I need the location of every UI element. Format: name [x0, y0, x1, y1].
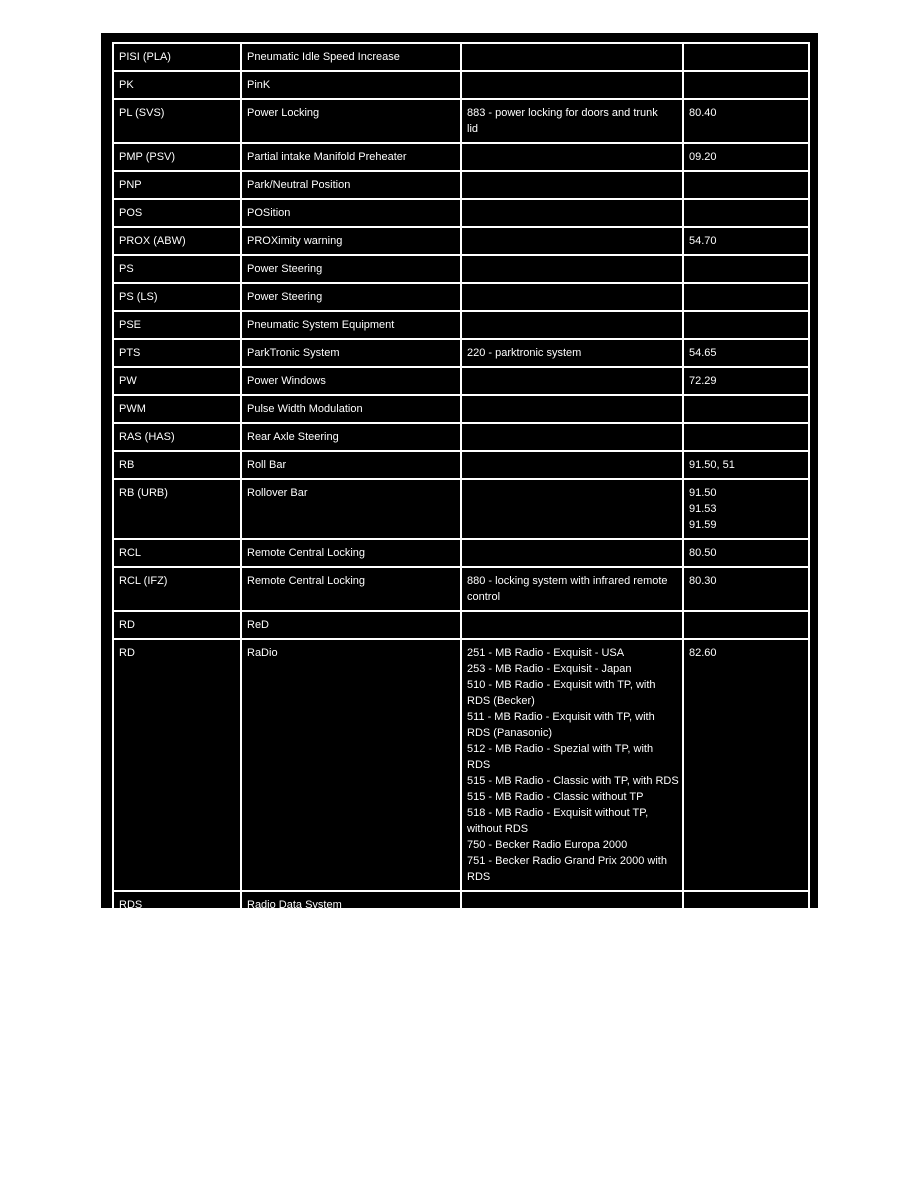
code-line: RDS (Becker)	[467, 695, 535, 707]
table-row	[113, 639, 809, 891]
reference-cell	[683, 311, 809, 339]
abbreviations-table	[112, 42, 810, 920]
table-row	[113, 311, 809, 339]
meaning-cell: PinK	[241, 71, 461, 99]
table-row	[113, 451, 809, 479]
meaning-cell: Roll Bar	[241, 451, 461, 479]
abbreviation-cell: PISI (PLA)	[113, 43, 241, 71]
reference-cell	[683, 199, 809, 227]
table-row	[113, 199, 809, 227]
table-row	[113, 611, 809, 639]
abbreviation-cell: PWM	[113, 395, 241, 423]
reference-cell	[683, 451, 809, 479]
table-row	[113, 339, 809, 367]
code-line: 515 - MB Radio - Classic without TP	[467, 791, 644, 803]
abbreviation-cell: RCL (IFZ)	[113, 567, 241, 611]
reference-line: 91.59	[689, 519, 717, 531]
code-cell	[461, 171, 683, 199]
abbreviation-cell: PS	[113, 255, 241, 283]
table-row	[113, 283, 809, 311]
code-line: RDS	[467, 871, 491, 883]
code-line: 251 - MB Radio - Exquisit - USA	[467, 647, 625, 659]
code-line: 512 - MB Radio - Spezial with TP, with	[467, 743, 654, 755]
reference-line: 91.53	[689, 503, 717, 515]
code-cell	[461, 143, 683, 171]
reference-cell	[683, 99, 809, 143]
code-line: 510 - MB Radio - Exquisit with TP, with	[467, 679, 656, 691]
reference-line: 82.60	[689, 647, 717, 659]
code-line: 511 - MB Radio - Exquisit with TP, with	[467, 711, 655, 723]
abbreviation-cell: RD	[113, 639, 241, 891]
table-row	[113, 395, 809, 423]
abbreviation-cell: RB (URB)	[113, 479, 241, 539]
meaning-cell: Pneumatic Idle Speed Increase	[241, 43, 461, 71]
reference-cell	[683, 639, 809, 891]
abbreviation-cell: RD	[113, 611, 241, 639]
table-row	[113, 171, 809, 199]
meaning-cell: Park/Neutral Position	[241, 171, 461, 199]
reference-cell	[683, 423, 809, 451]
table-row	[113, 227, 809, 255]
code-cell	[461, 71, 683, 99]
code-cell	[461, 395, 683, 423]
code-cell	[461, 479, 683, 539]
code-cell	[461, 199, 683, 227]
table-row	[113, 143, 809, 171]
table-row	[113, 255, 809, 283]
abbreviation-cell: PSE	[113, 311, 241, 339]
reference-cell	[683, 143, 809, 171]
code-line: 750 - Becker Radio Europa 2000	[467, 839, 628, 851]
code-line: 751 - Becker Radio Grand Prix 2000 with	[467, 855, 667, 867]
table-row	[113, 99, 809, 143]
abbreviation-cell: PROX (ABW)	[113, 227, 241, 255]
reference-line: 54.65	[689, 347, 717, 359]
meaning-cell: Rollover Bar	[241, 479, 461, 539]
code-cell	[461, 639, 683, 891]
table-row	[113, 71, 809, 99]
code-line: 518 - MB Radio - Exquisit without TP,	[467, 807, 649, 819]
code-line: without RDS	[467, 823, 529, 835]
code-cell	[461, 539, 683, 567]
meaning-cell: ReD	[241, 611, 461, 639]
reference-cell	[683, 43, 809, 71]
code-line: RDS	[467, 759, 491, 771]
code-line: 220 - parktronic system	[467, 347, 582, 359]
reference-cell	[683, 891, 809, 919]
code-cell	[461, 311, 683, 339]
meaning-cell: RaDio	[241, 639, 461, 891]
table-row	[113, 367, 809, 395]
code-cell	[461, 567, 683, 611]
reference-cell	[683, 367, 809, 395]
table-row	[113, 539, 809, 567]
meaning-cell: Power Steering	[241, 255, 461, 283]
abbreviation-cell: PK	[113, 71, 241, 99]
code-line: RDS (Panasonic)	[467, 727, 552, 739]
meaning-cell: Pulse Width Modulation	[241, 395, 461, 423]
reference-cell	[683, 339, 809, 367]
abbreviation-cell: RDS	[113, 891, 241, 919]
abbreviation-cell: POS	[113, 199, 241, 227]
meaning-cell: POSition	[241, 199, 461, 227]
reference-cell	[683, 283, 809, 311]
abbreviation-cell: RB	[113, 451, 241, 479]
abbreviation-cell: PL (SVS)	[113, 99, 241, 143]
meaning-cell: Remote Central Locking	[241, 539, 461, 567]
code-cell	[461, 255, 683, 283]
code-line: lid	[467, 123, 479, 135]
meaning-cell: Remote Central Locking	[241, 567, 461, 611]
meaning-cell: Power Locking	[241, 99, 461, 143]
abbreviations-table-body	[113, 43, 809, 919]
reference-line: 80.40	[689, 107, 717, 119]
meaning-cell: ParkTronic System	[241, 339, 461, 367]
meaning-cell: Power Steering	[241, 283, 461, 311]
code-cell	[461, 227, 683, 255]
reference-cell	[683, 539, 809, 567]
code-line: 883 - power locking for doors and trunk	[467, 107, 658, 119]
code-line: 253 - MB Radio - Exquisit - Japan	[467, 663, 632, 675]
reference-line: 80.50	[689, 547, 717, 559]
table-row	[113, 891, 809, 919]
reference-line: 54.70	[689, 235, 717, 247]
code-cell	[461, 451, 683, 479]
table-row	[113, 423, 809, 451]
reference-cell	[683, 227, 809, 255]
reference-cell	[683, 611, 809, 639]
code-cell	[461, 99, 683, 143]
reference-line: 91.50, 51	[689, 459, 735, 471]
code-cell	[461, 611, 683, 639]
code-line: control	[467, 591, 501, 603]
table-row	[113, 567, 809, 611]
meaning-cell: Radio Data System	[241, 891, 461, 919]
abbreviation-cell: PTS	[113, 339, 241, 367]
reference-line: 91.50	[689, 487, 717, 499]
meaning-cell: PROXimity warning	[241, 227, 461, 255]
meaning-cell: Power Windows	[241, 367, 461, 395]
code-cell	[461, 339, 683, 367]
reference-cell	[683, 255, 809, 283]
code-line: 515 - MB Radio - Classic with TP, with RDS	[467, 775, 679, 787]
table-row	[113, 43, 809, 71]
table-row	[113, 479, 809, 539]
meaning-cell: Partial intake Manifold Preheater	[241, 143, 461, 171]
abbreviation-cell: PMP (PSV)	[113, 143, 241, 171]
abbreviation-cell: RCL	[113, 539, 241, 567]
reference-line: 72.29	[689, 375, 717, 387]
code-cell	[461, 891, 683, 919]
abbreviation-cell: RAS (HAS)	[113, 423, 241, 451]
code-cell	[461, 283, 683, 311]
meaning-cell: Rear Axle Steering	[241, 423, 461, 451]
code-cell	[461, 423, 683, 451]
abbreviations-sheet	[101, 33, 818, 911]
meaning-cell: Pneumatic System Equipment	[241, 311, 461, 339]
code-cell	[461, 43, 683, 71]
reference-line: 80.30	[689, 575, 717, 587]
reference-cell	[683, 395, 809, 423]
code-cell	[461, 367, 683, 395]
abbreviation-cell: PW	[113, 367, 241, 395]
abbreviation-cell: PS (LS)	[113, 283, 241, 311]
abbreviation-cell: PNP	[113, 171, 241, 199]
reference-line: 09.20	[689, 151, 717, 163]
code-line: 880 - locking system with infrared remote	[467, 575, 668, 587]
reference-cell	[683, 567, 809, 611]
reference-cell	[683, 71, 809, 99]
reference-cell	[683, 479, 809, 539]
reference-cell	[683, 171, 809, 199]
